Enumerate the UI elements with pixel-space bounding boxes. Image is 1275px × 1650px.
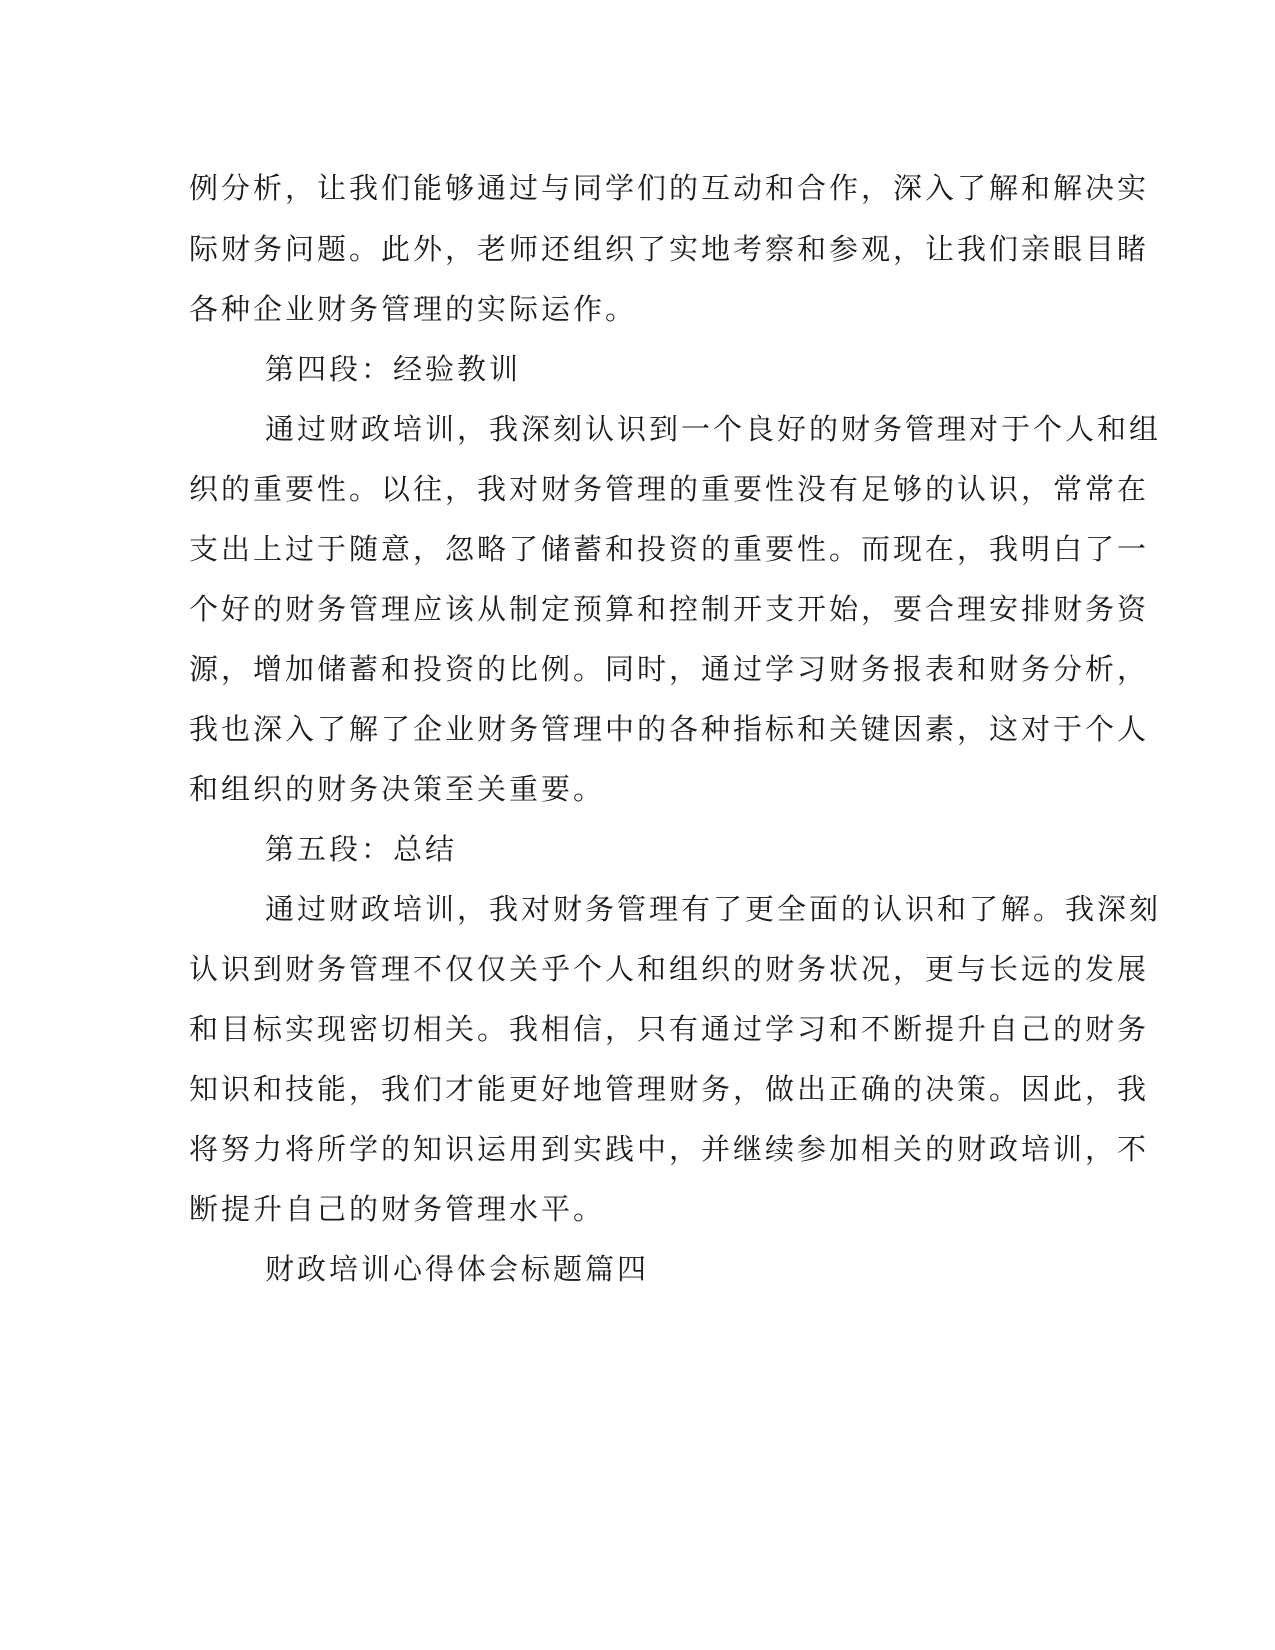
section-heading-5: 第五段：总结 [265,832,458,866]
paragraph-3-line-3: 各种企业财务管理的实际运作。 [189,292,638,326]
paragraph-5-line-1: 通过财政培训，我对财务管理有了更全面的认识和了解。我深刻 [265,892,1162,926]
paragraph-4-line-6: 我也深入了解了企业财务管理中的各种指标和关键因素，这对于个人 [189,712,1150,746]
section-heading-4: 第四段：经验教训 [265,352,522,386]
paragraph-4-line-3: 支出上过于随意，忽略了储蓄和投资的重要性。而现在，我明白了一 [189,532,1150,566]
article-title-part-4: 财政培训心得体会标题篇四 [265,1252,650,1286]
paragraph-4-line-4: 个好的财务管理应该从制定预算和控制开支开始，要合理安排财务资 [189,592,1150,626]
paragraph-3-line-2: 际财务问题。此外，老师还组织了实地考察和参观，让我们亲眼目睹 [189,232,1150,266]
paragraph-5-line-3: 和目标实现密切相关。我相信，只有通过学习和不断提升自己的财务 [189,1012,1150,1046]
paragraph-4-line-5: 源，增加储蓄和投资的比例。同时，通过学习财务报表和财务分析， [189,652,1150,686]
paragraph-4-line-2: 织的重要性。以往，我对财务管理的重要性没有足够的认识，常常在 [189,472,1150,506]
paragraph-5-line-6: 断提升自己的财务管理水平。 [189,1192,606,1226]
paragraph-4-line-1: 通过财政培训，我深刻认识到一个良好的财务管理对于个人和组 [265,412,1162,446]
paragraph-3-line-1: 例分析，让我们能够通过与同学们的互动和合作，深入了解和解决实 [189,171,1150,205]
paragraph-5-line-4: 知识和技能，我们才能更好地管理财务，做出正确的决策。因此，我 [189,1072,1150,1106]
paragraph-5-line-5: 将努力将所学的知识运用到实践中，并继续参加相关的财政培训，不 [189,1132,1150,1166]
paragraph-4-line-7: 和组织的财务决策至关重要。 [189,772,606,806]
paragraph-5-line-2: 认识到财务管理不仅仅关乎个人和组织的财务状况，更与长远的发展 [189,952,1150,986]
